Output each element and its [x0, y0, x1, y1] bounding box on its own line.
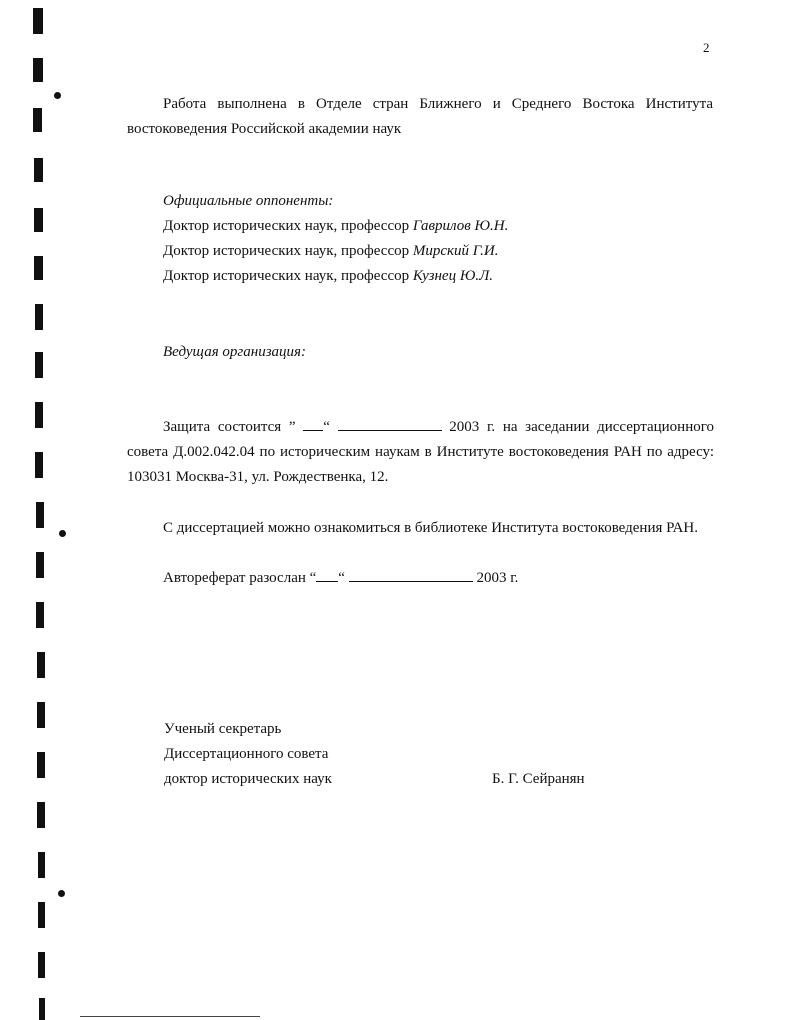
opponent-1: [163, 214, 663, 239]
opponents-section: [163, 189, 663, 289]
distribution-line: [163, 566, 518, 591]
signature-line-2: Диссертационного совета: [164, 746, 329, 762]
leading-org-heading: Ведущая организация:: [163, 344, 307, 360]
month-blank: [338, 416, 442, 431]
opponents-heading: Официальные оппоненты:: [163, 193, 334, 209]
library-note: С диссертацией можно ознакомиться в библиотеке Института востоковедения РАН.: [163, 520, 698, 536]
opponent-title: Доктор исторических наук, профессор: [163, 218, 410, 234]
signature-name: Б. Г. Сейранян: [492, 771, 585, 787]
signature-line-3: доктор исторических наук: [164, 771, 332, 787]
opponent-name: Кузнец Ю.Л.: [412, 268, 493, 284]
day-blank: [303, 416, 323, 431]
distribution-month-blank: [349, 567, 473, 582]
page-number: 2: [703, 40, 710, 55]
opponent-title: Доктор исторических наук, профессор: [163, 243, 410, 259]
defense-text-start: Защита состоится ”: [163, 419, 296, 435]
defense-quote-close: “: [323, 419, 330, 435]
distribution-day-blank: [316, 567, 338, 582]
intro-paragraph: Работа выполнена в Отделе стран Ближнего и Среднего Востока Института востоковедения Российской академии наук: [127, 96, 713, 137]
opponent-title: Доктор исторических наук, профессор: [163, 268, 410, 284]
opponent-name: Мирский Г.И.: [412, 243, 499, 259]
opponent-2: [163, 239, 663, 264]
opponent-3: [163, 264, 663, 289]
defense-paragraph: [127, 415, 714, 490]
distribution-text-start: Автореферат разослан “: [163, 570, 317, 586]
defense-text-rest: 2003 г. на заседании диссертационного совета Д.002.042.04 по историческим наукам в Институте востоковедения РАН по адресу: 103031 Москва-31, ул. Рождественка, 12.: [127, 419, 715, 485]
signature-line-1: Ученый секретарь: [164, 721, 282, 737]
opponent-name: Гаврилов Ю.Н.: [412, 218, 509, 234]
distribution-text-end: 2003 г.: [476, 570, 519, 586]
distribution-quote-close: “: [338, 570, 345, 586]
